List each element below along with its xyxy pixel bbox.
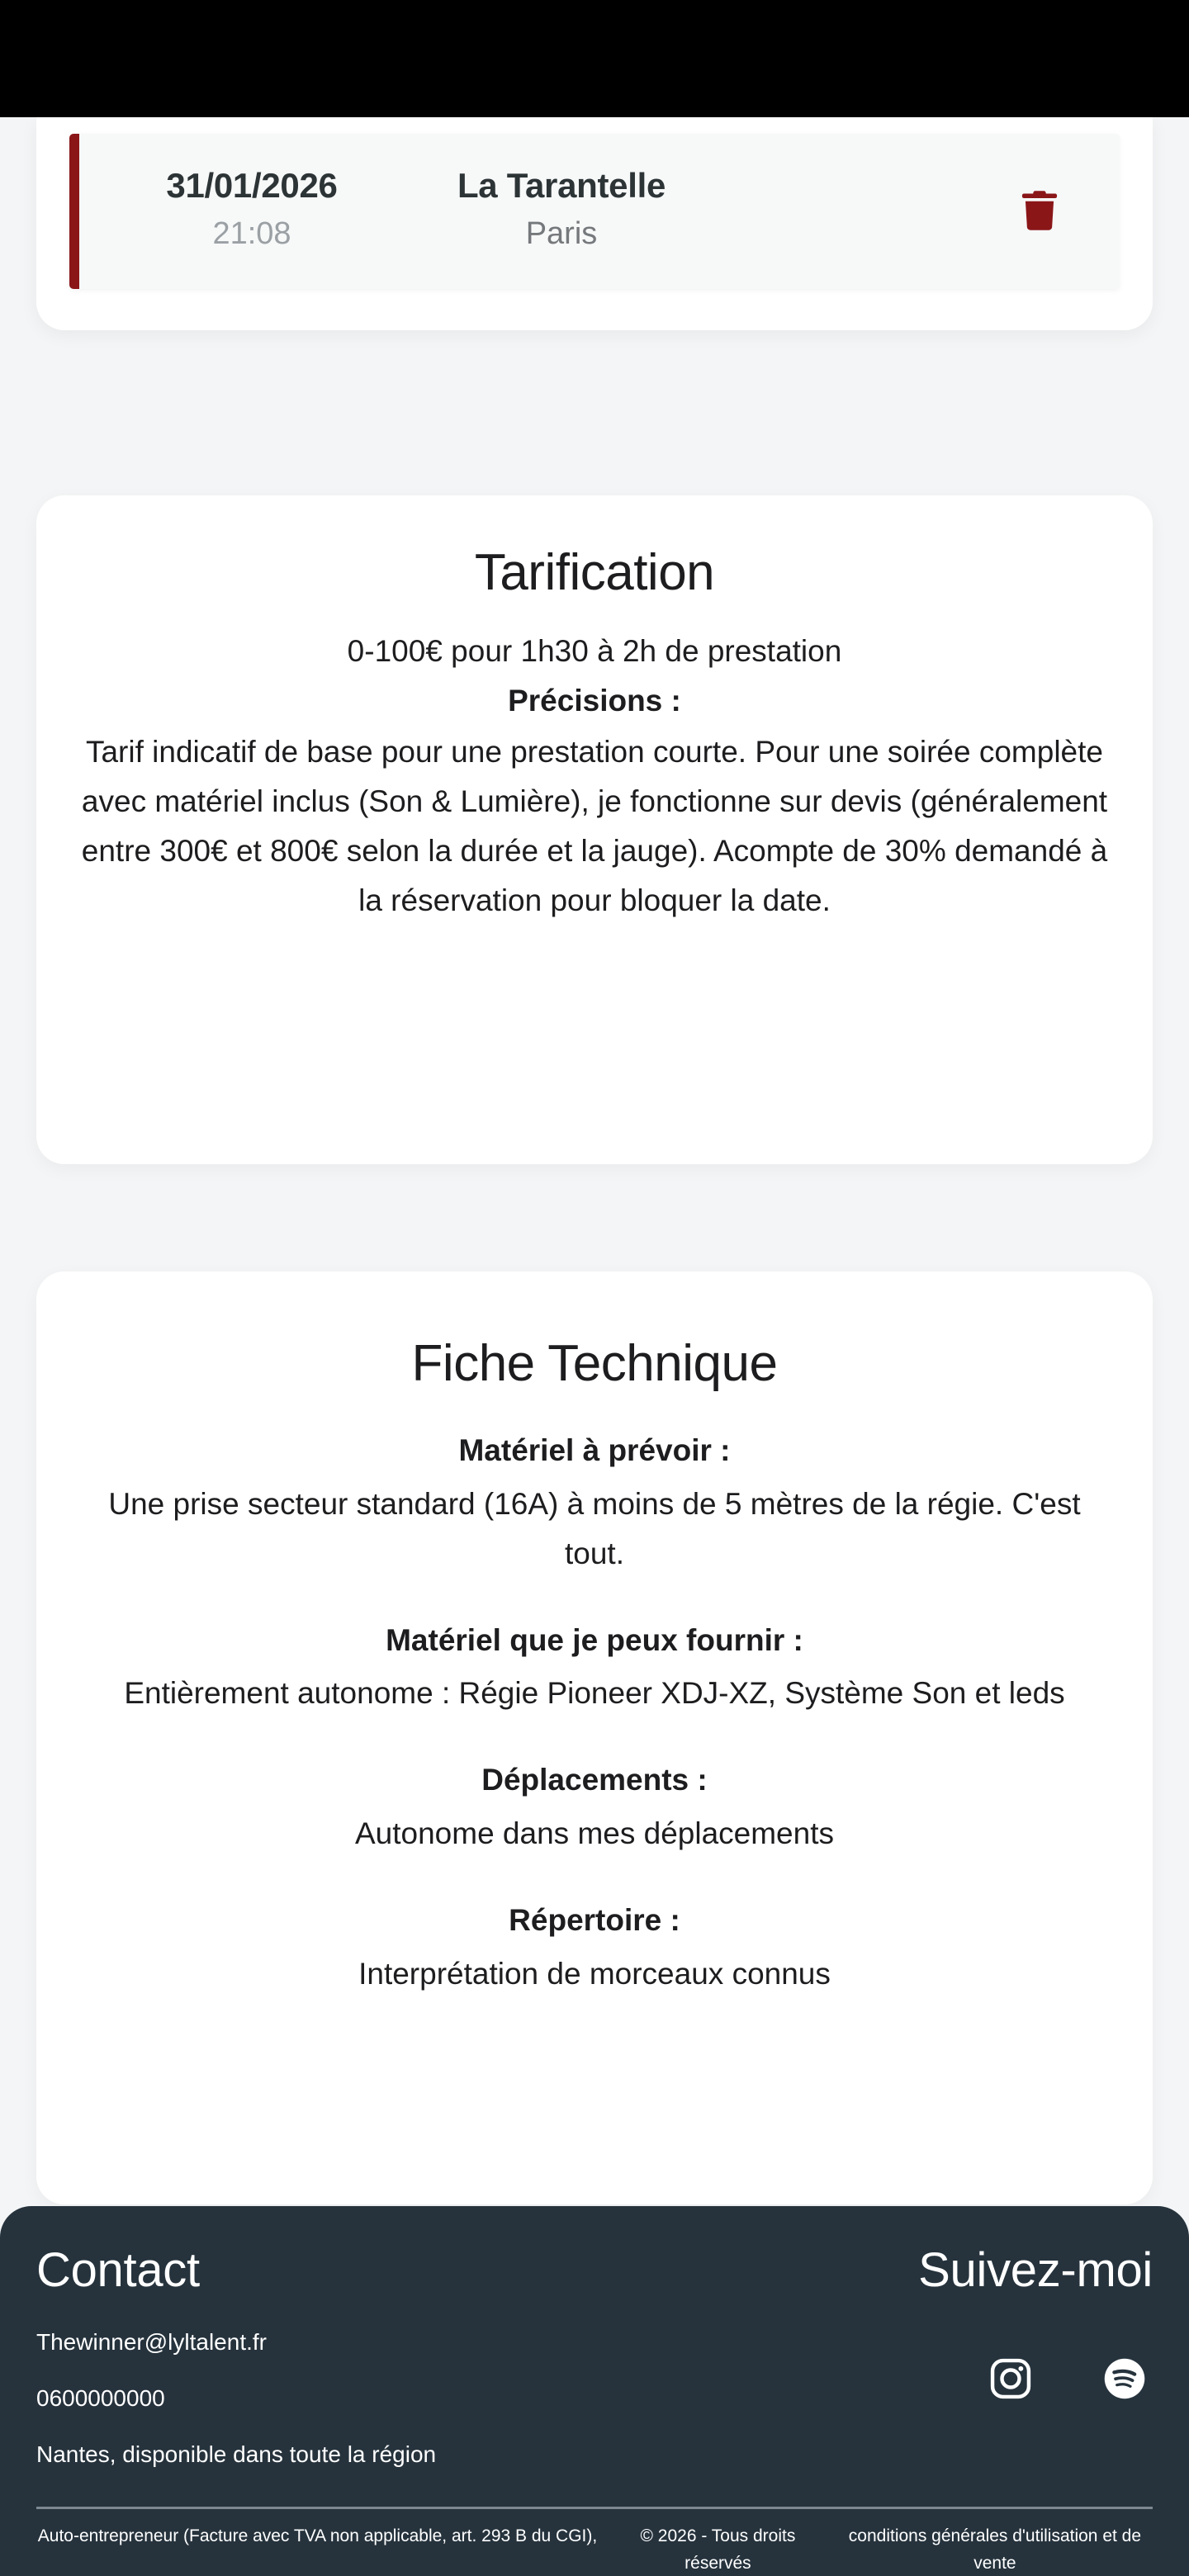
social-links [918, 2358, 1153, 2404]
tech-block-text: Une prise secteur standard (16A) à moins de 5 mètres de la régie. C'est tout. [108, 1486, 1081, 1570]
status-bar [0, 0, 1189, 117]
contact-email[interactable]: Thewinner@lyltalent.fr [36, 2328, 267, 2355]
tech-block-repertoire [66, 1898, 1123, 1999]
tarification-precisions-label: Précisions : [508, 683, 681, 717]
event-date-column [116, 165, 388, 257]
footer-divider [36, 2507, 1153, 2509]
tarification-card [36, 495, 1153, 1164]
events-panel [36, 117, 1153, 330]
trash-icon [1021, 189, 1059, 234]
event-date: 31/01/2026 [166, 166, 338, 206]
tech-block-text: Autonome dans mes déplacements [354, 1816, 834, 1850]
tarification-title: Tarification [474, 544, 715, 601]
fiche-technique-card [36, 1271, 1153, 2204]
tarification-price-line: 0-100€ pour 1h30 à 2h de prestation [347, 634, 842, 669]
footer-social-column [918, 2244, 1153, 2404]
footer-follow-heading: Suivez-moi [918, 2243, 1153, 2297]
footer-legal-row [25, 2523, 1164, 2576]
contact-phone[interactable]: 0600000000 [36, 2384, 165, 2411]
spotify-icon [1101, 2356, 1148, 2406]
tech-block-label: Déplacements : [481, 1763, 708, 1797]
event-time: 21:08 [212, 215, 291, 251]
footer-contact-heading: Contact [36, 2243, 200, 2297]
tech-block-materiel-fourni [66, 1618, 1123, 1719]
fiche-technique-title: Fiche Technique [411, 1335, 778, 1392]
instagram-link[interactable] [988, 2358, 1034, 2404]
site-footer [0, 2206, 1189, 2576]
event-card[interactable] [69, 134, 1120, 289]
tech-block-text: Interprétation de morceaux connus [358, 1956, 831, 1991]
contact-location: Nantes, disponible dans toute la région [36, 2441, 437, 2467]
event-venue-column [388, 165, 735, 257]
tech-block-label: Répertoire : [509, 1902, 680, 1937]
tech-block-text: Entièrement autonome : Régie Pioneer XDJ-XZ, Système Son et leds [124, 1676, 1065, 1711]
legal-copyright: © 2026 - Tous droits réservés [640, 2526, 796, 2573]
tech-block-materiel-a-prevoir [66, 1428, 1123, 1579]
legal-status: Auto-entrepreneur (Facture avec TVA non applicable, art. 293 B du CGI), [37, 2526, 598, 2545]
tarification-precisions-text: Tarif indicatif de base pour une prestation courte. Pour une soirée complète avec matériel inclus (Son & Lumière), je fonctionne sur devis (généralement entre 300€ et 800€ selon la durée et la jauge). Acompte de 30% demandé à la réservation pour bloquer la date. [81, 735, 1108, 918]
event-venue-name: La Tarantelle [457, 166, 666, 206]
legal-terms-link[interactable]: conditions générales d'utilisation et de vente [848, 2526, 1142, 2573]
event-city: Paris [525, 215, 598, 251]
instagram-icon [988, 2356, 1034, 2406]
contact-details [36, 2325, 436, 2472]
tech-block-label: Matériel que je peux fournir : [386, 1622, 803, 1657]
spotify-link[interactable] [1101, 2358, 1148, 2404]
delete-event-button[interactable] [1011, 182, 1068, 240]
tech-block-deplacements [66, 1758, 1123, 1859]
footer-columns [36, 2244, 1153, 2472]
footer-contact-column [36, 2244, 436, 2472]
tech-block-label: Matériel à prévoir : [458, 1433, 731, 1468]
